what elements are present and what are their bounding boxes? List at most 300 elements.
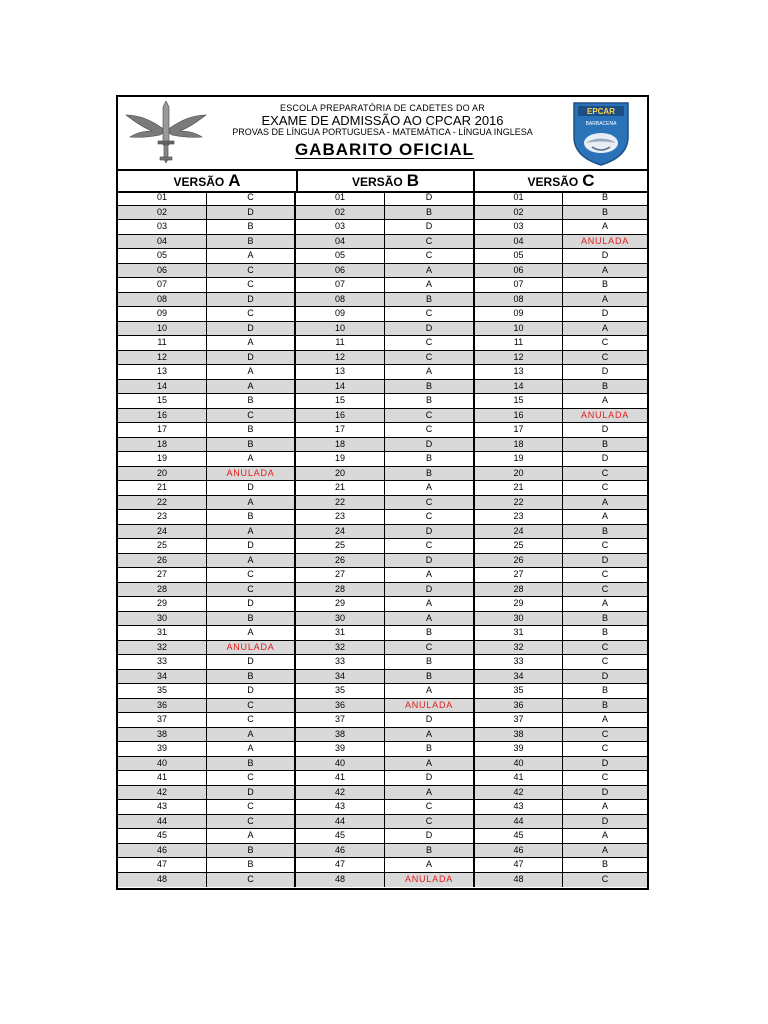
answer-version-a: A — [207, 336, 296, 350]
question-number: 12 — [296, 351, 385, 365]
answer-version-c: A — [601, 264, 608, 275]
question-number: 20 — [296, 467, 385, 481]
question-number: 47 — [475, 858, 563, 872]
school-name: ESCOLA PREPARATÓRIA DE CADETES DO AR — [280, 103, 485, 113]
table-row — [118, 220, 647, 235]
answer-version-a: A — [207, 728, 296, 742]
question-number: 17 — [475, 423, 563, 437]
answer-version-a: D — [207, 539, 296, 553]
question-number: 04 — [296, 235, 385, 249]
answer-version-b: D — [385, 771, 475, 785]
question-number: 47 — [296, 858, 385, 872]
question-number: 29 — [475, 597, 563, 611]
question-number: 14 — [475, 380, 563, 394]
answer-version-c: C — [601, 482, 609, 492]
answer-version-c: C — [601, 772, 609, 782]
question-number: 32 — [296, 641, 385, 655]
question-number: 45 — [118, 829, 207, 843]
answer-version-b: ANULADA — [385, 873, 475, 888]
answer-version-b: B — [385, 655, 475, 669]
question-number: 31 — [118, 626, 207, 640]
version-header-row — [118, 169, 647, 193]
question-number: 39 — [475, 742, 563, 756]
question-number: 16 — [118, 409, 207, 423]
question-number: 41 — [296, 771, 385, 785]
question-number: 15 — [118, 394, 207, 408]
answer-version-b: A — [385, 278, 475, 292]
question-number: 34 — [296, 670, 385, 684]
question-number: 11 — [296, 336, 385, 350]
answer-version-a: C — [207, 713, 296, 727]
answer-version-c: C — [601, 728, 609, 739]
answer-version-a: D — [207, 322, 296, 336]
question-number: 30 — [118, 612, 207, 626]
question-number: 35 — [118, 684, 207, 698]
question-number: 45 — [475, 829, 563, 843]
question-number: 31 — [475, 626, 563, 640]
question-number: 28 — [296, 583, 385, 597]
question-number: 23 — [296, 510, 385, 524]
question-number: 42 — [296, 786, 385, 800]
answer-version-c: D — [601, 424, 609, 434]
version-header-b — [296, 169, 475, 191]
question-number: 09 — [296, 307, 385, 321]
answer-version-c: A — [601, 830, 608, 840]
table-row — [118, 554, 647, 569]
answer-version-a: C — [207, 264, 296, 278]
answer-version-c: C — [601, 656, 609, 666]
answer-version-b: A — [385, 264, 475, 278]
answer-version-b: ANULADA — [385, 699, 475, 713]
shield-bottom-text: BARBACENA — [585, 121, 617, 127]
question-number: 07 — [296, 278, 385, 292]
answer-version-b: A — [385, 597, 475, 611]
table-row — [118, 800, 647, 815]
epcar-shield-emblem-icon — [570, 99, 632, 167]
question-number: 42 — [118, 786, 207, 800]
answer-version-b: C — [385, 409, 475, 423]
answer-version-c: C — [601, 569, 609, 579]
question-number: 06 — [118, 264, 207, 278]
answer-version-b: C — [385, 423, 475, 437]
question-number: 20 — [475, 467, 563, 481]
answer-version-b: B — [385, 467, 475, 481]
question-number: 13 — [296, 365, 385, 379]
answer-version-a: B — [207, 844, 296, 858]
answer-version-b: C — [385, 641, 475, 655]
question-number: 48 — [118, 873, 207, 888]
answer-version-a: B — [207, 858, 296, 872]
question-number: 08 — [475, 293, 563, 307]
table-row — [118, 351, 647, 366]
answer-version-c: A — [601, 511, 608, 521]
answer-version-b: A — [385, 684, 475, 698]
exam-title: EXAME DE ADMISSÃO AO CPCAR 2016 — [261, 113, 504, 128]
answer-version-c: D — [601, 250, 609, 260]
version-label: VERSÃO — [173, 175, 225, 189]
answer-version-a: A — [207, 380, 296, 394]
question-number: 13 — [475, 365, 563, 379]
answer-version-a: D — [207, 206, 296, 220]
question-number: 06 — [475, 264, 563, 278]
question-number: 31 — [296, 626, 385, 640]
answer-version-c: A — [601, 395, 608, 405]
table-row — [118, 336, 647, 351]
answer-version-b: B — [385, 293, 475, 307]
question-number: 44 — [118, 815, 207, 829]
answer-version-b: A — [385, 786, 475, 800]
question-number: 21 — [118, 481, 207, 495]
answer-version-a: B — [207, 220, 296, 234]
table-row — [118, 365, 647, 380]
question-number: 27 — [475, 568, 563, 582]
answer-version-b: D — [385, 220, 475, 234]
answer-version-a: C — [207, 583, 296, 597]
answer-version-c: D — [601, 757, 609, 768]
table-row — [118, 612, 647, 627]
table-row — [118, 757, 647, 772]
question-number: 03 — [475, 220, 563, 234]
table-row — [118, 684, 647, 699]
question-number: 39 — [296, 742, 385, 756]
answer-version-b: D — [385, 829, 475, 843]
table-row — [118, 438, 647, 453]
answer-version-c: C — [601, 641, 609, 652]
answer-version-b: D — [385, 583, 475, 597]
table-row — [118, 322, 647, 337]
answer-version-c: D — [601, 366, 609, 376]
question-number: 26 — [118, 554, 207, 568]
question-number: 02 — [475, 206, 563, 220]
question-number: 36 — [475, 699, 563, 713]
question-number: 07 — [475, 278, 563, 292]
answer-version-c: ANULADA — [580, 235, 630, 246]
question-number: 18 — [296, 438, 385, 452]
question-number: 41 — [475, 771, 563, 785]
table-row — [118, 394, 647, 409]
answer-version-c: B — [601, 192, 608, 202]
question-number: 38 — [118, 728, 207, 742]
answer-version-c: A — [601, 221, 608, 231]
answer-version-a: A — [207, 525, 296, 539]
table-row — [118, 423, 647, 438]
answer-version-b: D — [385, 525, 475, 539]
answer-version-b: A — [385, 612, 475, 626]
question-number: 03 — [118, 220, 207, 234]
question-number: 12 — [118, 351, 207, 365]
answer-version-b: C — [385, 351, 475, 365]
table-row — [118, 307, 647, 322]
table-row — [118, 829, 647, 844]
answer-version-a: B — [207, 510, 296, 524]
table-row — [118, 481, 647, 496]
version-label: VERSÃO — [352, 175, 403, 189]
answer-version-b: A — [385, 568, 475, 582]
question-number: 07 — [118, 278, 207, 292]
table-row — [118, 409, 647, 424]
question-number: 03 — [296, 220, 385, 234]
answer-version-a: A — [207, 742, 296, 756]
answer-version-b: B — [385, 394, 475, 408]
answer-version-a: A — [207, 626, 296, 640]
answer-version-b: D — [385, 713, 475, 727]
question-number: 32 — [475, 641, 563, 655]
answer-version-c: B — [601, 859, 608, 869]
question-number: 23 — [118, 510, 207, 524]
question-number: 14 — [118, 380, 207, 394]
question-number: 10 — [296, 322, 385, 336]
answer-version-a: D — [207, 684, 296, 698]
answer-version-b: C — [385, 815, 475, 829]
answer-version-b: A — [385, 481, 475, 495]
answer-version-b: B — [385, 380, 475, 394]
answer-version-c: B — [601, 206, 608, 217]
answer-version-b: A — [385, 858, 475, 872]
question-number: 40 — [118, 757, 207, 771]
question-number: 35 — [475, 684, 563, 698]
answer-version-a: C — [207, 815, 296, 829]
answer-version-b: A — [385, 728, 475, 742]
answer-version-c: A — [601, 322, 608, 333]
answer-version-b: C — [385, 539, 475, 553]
table-row — [118, 728, 647, 743]
table-row — [118, 278, 647, 293]
answer-version-c: A — [601, 496, 608, 507]
document-header — [118, 97, 647, 171]
answer-version-b: C — [385, 336, 475, 350]
answer-version-a: C — [207, 699, 296, 713]
table-row — [118, 699, 647, 714]
table-row — [118, 844, 647, 859]
question-number: 16 — [475, 409, 563, 423]
question-number: 21 — [296, 481, 385, 495]
table-row — [118, 786, 647, 801]
answer-version-b: C — [385, 510, 475, 524]
page-title: GABARITO OFICIAL — [294, 140, 475, 159]
answer-version-b: D — [385, 191, 475, 205]
answer-version-c: C — [601, 873, 609, 884]
answer-version-c: C — [601, 743, 609, 753]
table-row — [118, 496, 647, 511]
question-number: 14 — [296, 380, 385, 394]
answer-version-c: C — [601, 337, 609, 347]
question-number: 23 — [475, 510, 563, 524]
answer-version-a: C — [207, 771, 296, 785]
answer-version-a: C — [207, 568, 296, 582]
question-number: 39 — [118, 742, 207, 756]
answer-version-c: A — [601, 598, 608, 608]
question-number: 27 — [296, 568, 385, 582]
answer-table — [118, 191, 647, 887]
question-number: 02 — [296, 206, 385, 220]
question-number: 22 — [296, 496, 385, 510]
answer-version-a: B — [207, 438, 296, 452]
question-number: 01 — [475, 191, 563, 205]
version-header-c — [475, 169, 647, 191]
table-row — [118, 597, 647, 612]
answer-version-c: B — [601, 279, 608, 289]
answer-version-b: C — [385, 496, 475, 510]
question-number: 38 — [296, 728, 385, 742]
question-number: 28 — [118, 583, 207, 597]
question-number: 16 — [296, 409, 385, 423]
table-row — [118, 626, 647, 641]
question-number: 04 — [475, 235, 563, 249]
question-number: 17 — [296, 423, 385, 437]
question-number: 26 — [475, 554, 563, 568]
answer-version-b: B — [385, 452, 475, 466]
table-row — [118, 815, 647, 830]
question-number: 29 — [296, 597, 385, 611]
question-number: 42 — [475, 786, 563, 800]
answer-version-a: B — [207, 235, 296, 249]
question-number: 24 — [296, 525, 385, 539]
question-number: 18 — [475, 438, 563, 452]
answer-version-b: B — [385, 670, 475, 684]
question-number: 17 — [118, 423, 207, 437]
question-number: 19 — [475, 452, 563, 466]
question-number: 33 — [475, 655, 563, 669]
answer-version-c: D — [601, 554, 609, 565]
answer-version-a: C — [207, 800, 296, 814]
question-number: 09 — [475, 307, 563, 321]
table-row — [118, 510, 647, 525]
answer-version-a: D — [207, 655, 296, 669]
answer-version-b: B — [385, 742, 475, 756]
table-row — [118, 583, 647, 598]
answer-version-a: D — [207, 786, 296, 800]
answer-version-a: C — [207, 307, 296, 321]
answer-version-a: D — [207, 597, 296, 611]
answer-version-c: A — [601, 714, 608, 724]
answer-version-a: C — [207, 409, 296, 423]
question-number: 41 — [118, 771, 207, 785]
table-row — [118, 380, 647, 395]
question-number: 24 — [475, 525, 563, 539]
answer-version-a: C — [207, 191, 296, 205]
answer-version-c: B — [601, 438, 608, 449]
question-number: 37 — [118, 713, 207, 727]
question-number: 36 — [118, 699, 207, 713]
question-number: 32 — [118, 641, 207, 655]
answer-version-c: C — [601, 467, 609, 478]
table-row — [118, 235, 647, 250]
question-number: 40 — [296, 757, 385, 771]
answer-version-c: B — [601, 525, 608, 536]
question-number: 20 — [118, 467, 207, 481]
version-header-a — [118, 169, 296, 191]
answer-version-c: B — [601, 380, 608, 391]
question-number: 11 — [475, 336, 563, 350]
question-number: 15 — [296, 394, 385, 408]
answer-version-a: B — [207, 423, 296, 437]
table-row — [118, 873, 647, 888]
question-number: 13 — [118, 365, 207, 379]
version-label: VERSÃO — [527, 175, 579, 189]
question-number: 06 — [296, 264, 385, 278]
question-number: 43 — [118, 800, 207, 814]
question-number: 09 — [118, 307, 207, 321]
question-number: 24 — [118, 525, 207, 539]
question-number: 22 — [118, 496, 207, 510]
table-row — [118, 771, 647, 786]
question-number: 33 — [296, 655, 385, 669]
answer-version-a: A — [207, 496, 296, 510]
answer-version-b: D — [385, 438, 475, 452]
question-number: 44 — [296, 815, 385, 829]
answer-version-c: D — [601, 815, 609, 826]
answer-version-b: B — [385, 844, 475, 858]
question-number: 12 — [475, 351, 563, 365]
question-number: 43 — [296, 800, 385, 814]
answer-version-c: D — [601, 308, 609, 318]
question-number: 15 — [475, 394, 563, 408]
question-number: 25 — [475, 539, 563, 553]
answer-version-a: A — [207, 365, 296, 379]
question-number: 04 — [118, 235, 207, 249]
answer-version-c: C — [601, 583, 609, 594]
question-number: 08 — [118, 293, 207, 307]
table-row — [118, 467, 647, 482]
table-row — [118, 713, 647, 728]
table-row — [118, 670, 647, 685]
answer-version-a: C — [207, 873, 296, 888]
question-number: 30 — [296, 612, 385, 626]
question-number: 27 — [118, 568, 207, 582]
question-number: 22 — [475, 496, 563, 510]
question-number: 48 — [475, 873, 563, 888]
answer-version-b: B — [385, 626, 475, 640]
answer-version-c: C — [601, 351, 609, 362]
version-letter: C — [582, 171, 595, 190]
question-number: 21 — [475, 481, 563, 495]
answer-version-a: D — [207, 351, 296, 365]
question-number: 40 — [475, 757, 563, 771]
answer-version-a: A — [207, 829, 296, 843]
table-row — [118, 452, 647, 467]
question-number: 10 — [475, 322, 563, 336]
question-number: 25 — [118, 539, 207, 553]
table-row — [118, 293, 647, 308]
table-row — [118, 264, 647, 279]
question-number: 37 — [475, 713, 563, 727]
version-letter: B — [406, 171, 419, 190]
answer-version-b: C — [385, 249, 475, 263]
question-number: 08 — [296, 293, 385, 307]
answer-version-c: A — [601, 801, 608, 811]
answer-version-a: ANULADA — [207, 641, 296, 655]
question-number: 25 — [296, 539, 385, 553]
answer-version-b: C — [385, 800, 475, 814]
answer-version-a: D — [207, 481, 296, 495]
table-row — [118, 858, 647, 873]
answer-version-c: ANULADA — [580, 409, 630, 420]
question-number: 36 — [296, 699, 385, 713]
question-number: 46 — [296, 844, 385, 858]
answer-version-c: A — [601, 293, 608, 304]
answer-version-a: C — [207, 278, 296, 292]
question-number: 34 — [118, 670, 207, 684]
answer-version-c: B — [601, 612, 608, 623]
answer-version-c: B — [601, 627, 608, 637]
question-number: 44 — [475, 815, 563, 829]
answer-version-b: A — [385, 757, 475, 771]
question-number: 18 — [118, 438, 207, 452]
question-number: 19 — [118, 452, 207, 466]
exam-subjects: PROVAS DE LÍNGUA PORTUGUESA - MATEMÁTICA - LÍNGUA INGLESA — [232, 127, 533, 137]
question-number: 11 — [118, 336, 207, 350]
question-number: 34 — [475, 670, 563, 684]
